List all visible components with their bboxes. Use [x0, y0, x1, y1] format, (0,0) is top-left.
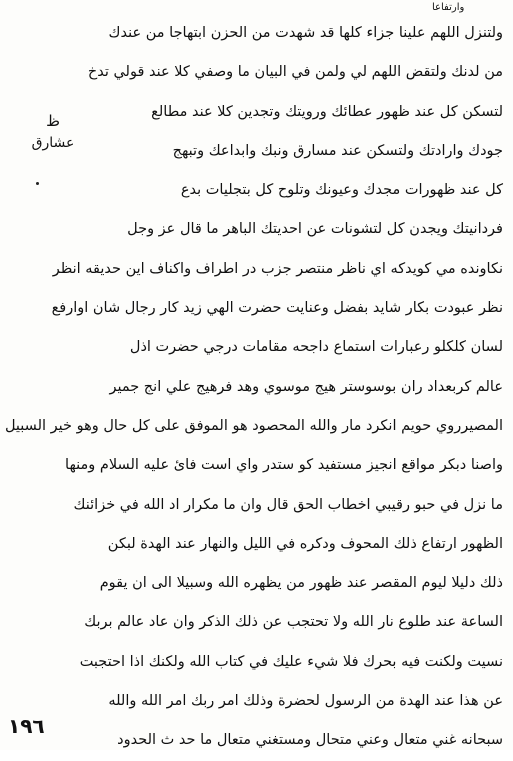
margin-note-text: عشارق: [31, 135, 75, 151]
margin-note-mark: ظ: [46, 112, 60, 130]
text-line: عالم كربعداد ران بوسوستر هيج موسوي وهد فرهيج علي انج جمير: [109, 378, 503, 395]
page-number: ١٩٦: [8, 714, 45, 738]
text-line: واصنا دبكر مواقع انجيز مستفيد كو ستدر واي است فائ عليه السلام ومنها: [65, 457, 503, 474]
text-line: المصيرروي حويم انكرد مار والله المحصود هو الموفق على كل حال وهو خير السبيل: [4, 417, 503, 434]
text-line: نكاونده مي كويدكه اي ناظر منتصر جزب در اطراف واكناف اين حديقه انظر: [52, 260, 503, 277]
text-line: نسيت ولكنت فيه بحرك فلا شيء عليك في كتاب الله ولكنك اذا احتجبت: [79, 653, 503, 670]
text-line: لسان كلكلو رعبارات استماع داجحه مقامات درجي حضرت اذل: [129, 339, 503, 356]
text-line: عن هذا عند الهدة من الرسول لحضرة وذلك امر ربك امر الله والله: [108, 693, 503, 710]
text-line: ما نزل في حبو رقيبي اخطاب الحق قال وان ما مكرار اد الله في خزائنك: [73, 496, 503, 513]
margin-note: [18, 110, 88, 154]
text-line: لتسكن كل عند ظهور عطائك ورويتك وتجدين كلا عند مطالع: [151, 103, 503, 120]
margin-dot: [36, 182, 39, 185]
text-line: ذلك دليلا ليوم المقصر عند ظهور من يظهره الله وسبيلا الى ان يقوم: [99, 575, 503, 592]
text-line: الساعة عند طلوع نار الله ولا تحتجب عن ذلك الذكر وان عاد عالم بربك: [84, 614, 503, 631]
text-line: سبحانه غني متعال وعني متحال ومستغني متعال ما حد ث الحدود: [117, 732, 503, 749]
text-line: ولتنزل اللهم علينا جزاء كلها قد شهدت من الحزن ابتهاجا من عندك: [108, 25, 503, 41]
text-line: من لدنك ولتقض اللهم لي ولمن في البيان ما وصفي كلا عند قولي تدخ: [87, 64, 503, 81]
text-line: الظهور ارتفاع ذلك المحوف ودكره في الليل والنهار عند الهدة لبكن: [107, 535, 503, 552]
text-line: كل عند ظهورات مجدك وعيونك وتلوح كل بتجليات بدع: [180, 182, 503, 199]
text-line: جودك وارادتك ولتسكن عند مسارق ونبك وابداعك وتبهج: [172, 142, 503, 159]
top-insertion: وارتفاعا: [432, 2, 465, 13]
text-line: فردانيتك ويجدن كل لتشونات عن احديتك الباهر ما قال عز وجل: [127, 221, 503, 238]
text-line: نظر عبودت بكار شايد بفضل وعنايت حضرت الهي زيد كار رجال شان اوارفع: [51, 300, 503, 317]
